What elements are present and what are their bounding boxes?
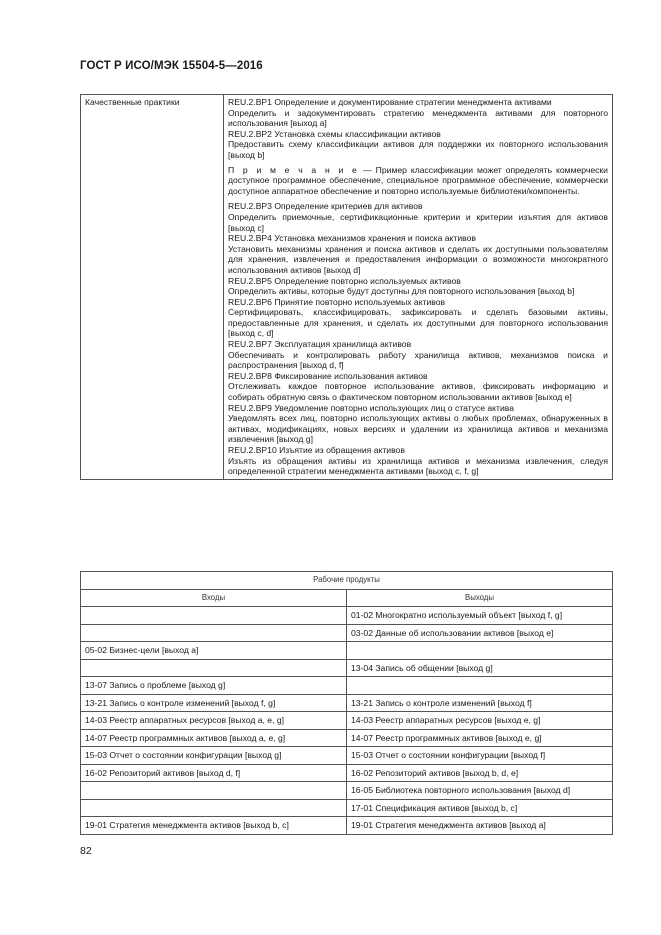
bp9-title: REU.2.BP9 Уведомление повторно использующих лиц о статусе актива [228, 402, 515, 413]
bp5-title: REU.2.BP5 Определение повторно используемых активов [228, 275, 461, 286]
table-row [81, 607, 613, 625]
col-outputs-header: Выходы [347, 589, 613, 607]
input-cell: 19-01 Стратегия менеджмента активов [выход b, c] [81, 817, 347, 835]
bp10-desc: Изъять из обращения активы из хранилища активов и механизма извлечения, следуя определенной стратегии менеджмента активами [выход c, f, g] [228, 455, 608, 477]
bp6-desc: Сертифицировать, классифицировать, зафиксировать и сделать базовыми активы, предоставленные для хранения, и сделать их доступными для повторного использования [выход c, d] [228, 307, 608, 339]
output-cell: 15-03 Отчет о состоянии конфигурации [выход f] [347, 747, 613, 765]
table-row [81, 694, 613, 712]
bp6-title: REU.2.BP6 Принятие повторно используемых активов [228, 296, 446, 307]
input-cell: 05-02 Бизнес-цели [выход a] [81, 642, 347, 660]
work-products-table [80, 571, 613, 835]
input-cell: 13-07 Запись о проблеме [выход g] [81, 677, 347, 695]
output-cell: 14-07 Реестр программных активов [выход e, g] [347, 729, 613, 747]
table-row [81, 677, 613, 695]
bp3-title: REU.2.BP3 Определение критериев для активов [228, 201, 423, 212]
output-cell: 14-03 Реестр аппаратных ресурсов [выход e, g] [347, 712, 613, 730]
products-title-row [81, 572, 613, 590]
bp3-desc: Определить приемочные, сертификационные критерии и критерии изъятия для активов [выход c] [228, 211, 608, 233]
input-cell [81, 659, 347, 677]
bp8-desc: Отслеживать каждое повторное использование активов, фиксировать информацию и собирать обратную связь о фактическом повторном использовании активов [выход e] [228, 381, 608, 403]
bp10-title: REU.2.BP10 Изъятие из обращения активов [228, 445, 405, 455]
output-cell: 13-04 Запись об общении [выход g] [347, 659, 613, 677]
output-cell [347, 642, 613, 660]
table-row [81, 817, 613, 835]
bp7-title: REU.2.BP7 Эксплуатация хранилища активов [228, 339, 412, 350]
bp9-desc: Уведомлять всех лиц, повторно использующих активы о любых проблемах, обнаруженных в активах, модификациях, новых версиях и удалении из хранилища активов и механизма извлечения [выход g] [228, 413, 608, 445]
table-row [81, 764, 613, 782]
bp4-title: REU.2.BP4 Установка механизмов хранения и поиска активов [228, 233, 476, 244]
table-row [81, 642, 613, 660]
bp1-desc: Определить и задокументировать стратегию менеджмента активами для повторного использования [выход a] [228, 107, 608, 129]
input-cell [81, 624, 347, 642]
products-title: Рабочие продукты [81, 572, 613, 590]
input-cell [81, 607, 347, 625]
note-text: — Пример классификации может определять коммерчески доступное программное обеспечение, специальное программное обеспечение, коммерчески доступное аппаратное обеспечение и повторно используемые библиотеки/компоненты. [228, 164, 608, 196]
output-cell [347, 677, 613, 695]
practices-content [224, 95, 613, 480]
note [228, 165, 608, 197]
practices-row [81, 95, 613, 480]
table-row [81, 799, 613, 817]
output-cell: 16-05 Библиотека повторного использования [выход d] [347, 782, 613, 800]
document-header: ГОСТ Р ИСО/МЭК 15504-5—2016 [80, 60, 263, 72]
bp5-desc: Определить активы, которые будут доступны для повторного использования [выход b] [228, 286, 575, 297]
table-row [81, 747, 613, 765]
input-cell: 16-02 Репозиторий активов [выход d, f] [81, 764, 347, 782]
input-cell: 15-03 Отчет о состоянии конфигурации [выход g] [81, 747, 347, 765]
output-cell: 16-02 Репозиторий активов [выход b, d, e] [347, 764, 613, 782]
note-label: П р и м е ч а н и е [228, 164, 360, 175]
output-cell: 01-02 Многократно используемый объект [выход f, g] [347, 607, 613, 625]
table-row [81, 624, 613, 642]
bp7-desc: Обеспечивать и контролировать работу хранилища активов, механизмов поиска и распространения [выход d, f] [228, 349, 608, 371]
practices-table [80, 94, 613, 480]
col-inputs-header: Входы [81, 589, 347, 607]
input-cell [81, 782, 347, 800]
input-cell [81, 799, 347, 817]
bp4-desc: Установить механизмы хранения и поиска активов и сделать их доступными пользователям для хранения, извлечения и предоставления информации о возможности многократного использования активов [выход d] [228, 243, 608, 275]
products-column-row [81, 589, 613, 607]
input-cell: 14-07 Реестр программных активов [выход a, e, g] [81, 729, 347, 747]
bp2-title: REU.2.BP2 Установка схемы классификации активов [228, 128, 441, 139]
table-row [81, 729, 613, 747]
output-cell: 19-01 Стратегия менеджмента активов [выход a] [347, 817, 613, 835]
table-row [81, 782, 613, 800]
page-number: 82 [80, 845, 92, 857]
bp1-title: REU.2.BP1 Определение и документирование стратегии менеджмента активами [228, 97, 552, 107]
output-cell: 03-02 Данные об использовании активов [выход e] [347, 624, 613, 642]
bp2-desc: Предоставить схему классификации активов для поддержки их повторного использования [выход b] [228, 139, 608, 160]
output-cell: 13-21 Запись о контроле изменений [выход f] [347, 694, 613, 712]
table-row [81, 659, 613, 677]
table-row [81, 712, 613, 730]
practices-label: Качественные практики [81, 95, 224, 480]
bp8-title: REU.2.BP8 Фиксирование использования активов [228, 370, 428, 381]
input-cell: 13-21 Запись о контроле изменений [выход f, g] [81, 694, 347, 712]
output-cell: 17-01 Спецификация активов [выход b, c] [347, 799, 613, 817]
input-cell: 14-03 Реестр аппаратных ресурсов [выход a, e, g] [81, 712, 347, 730]
